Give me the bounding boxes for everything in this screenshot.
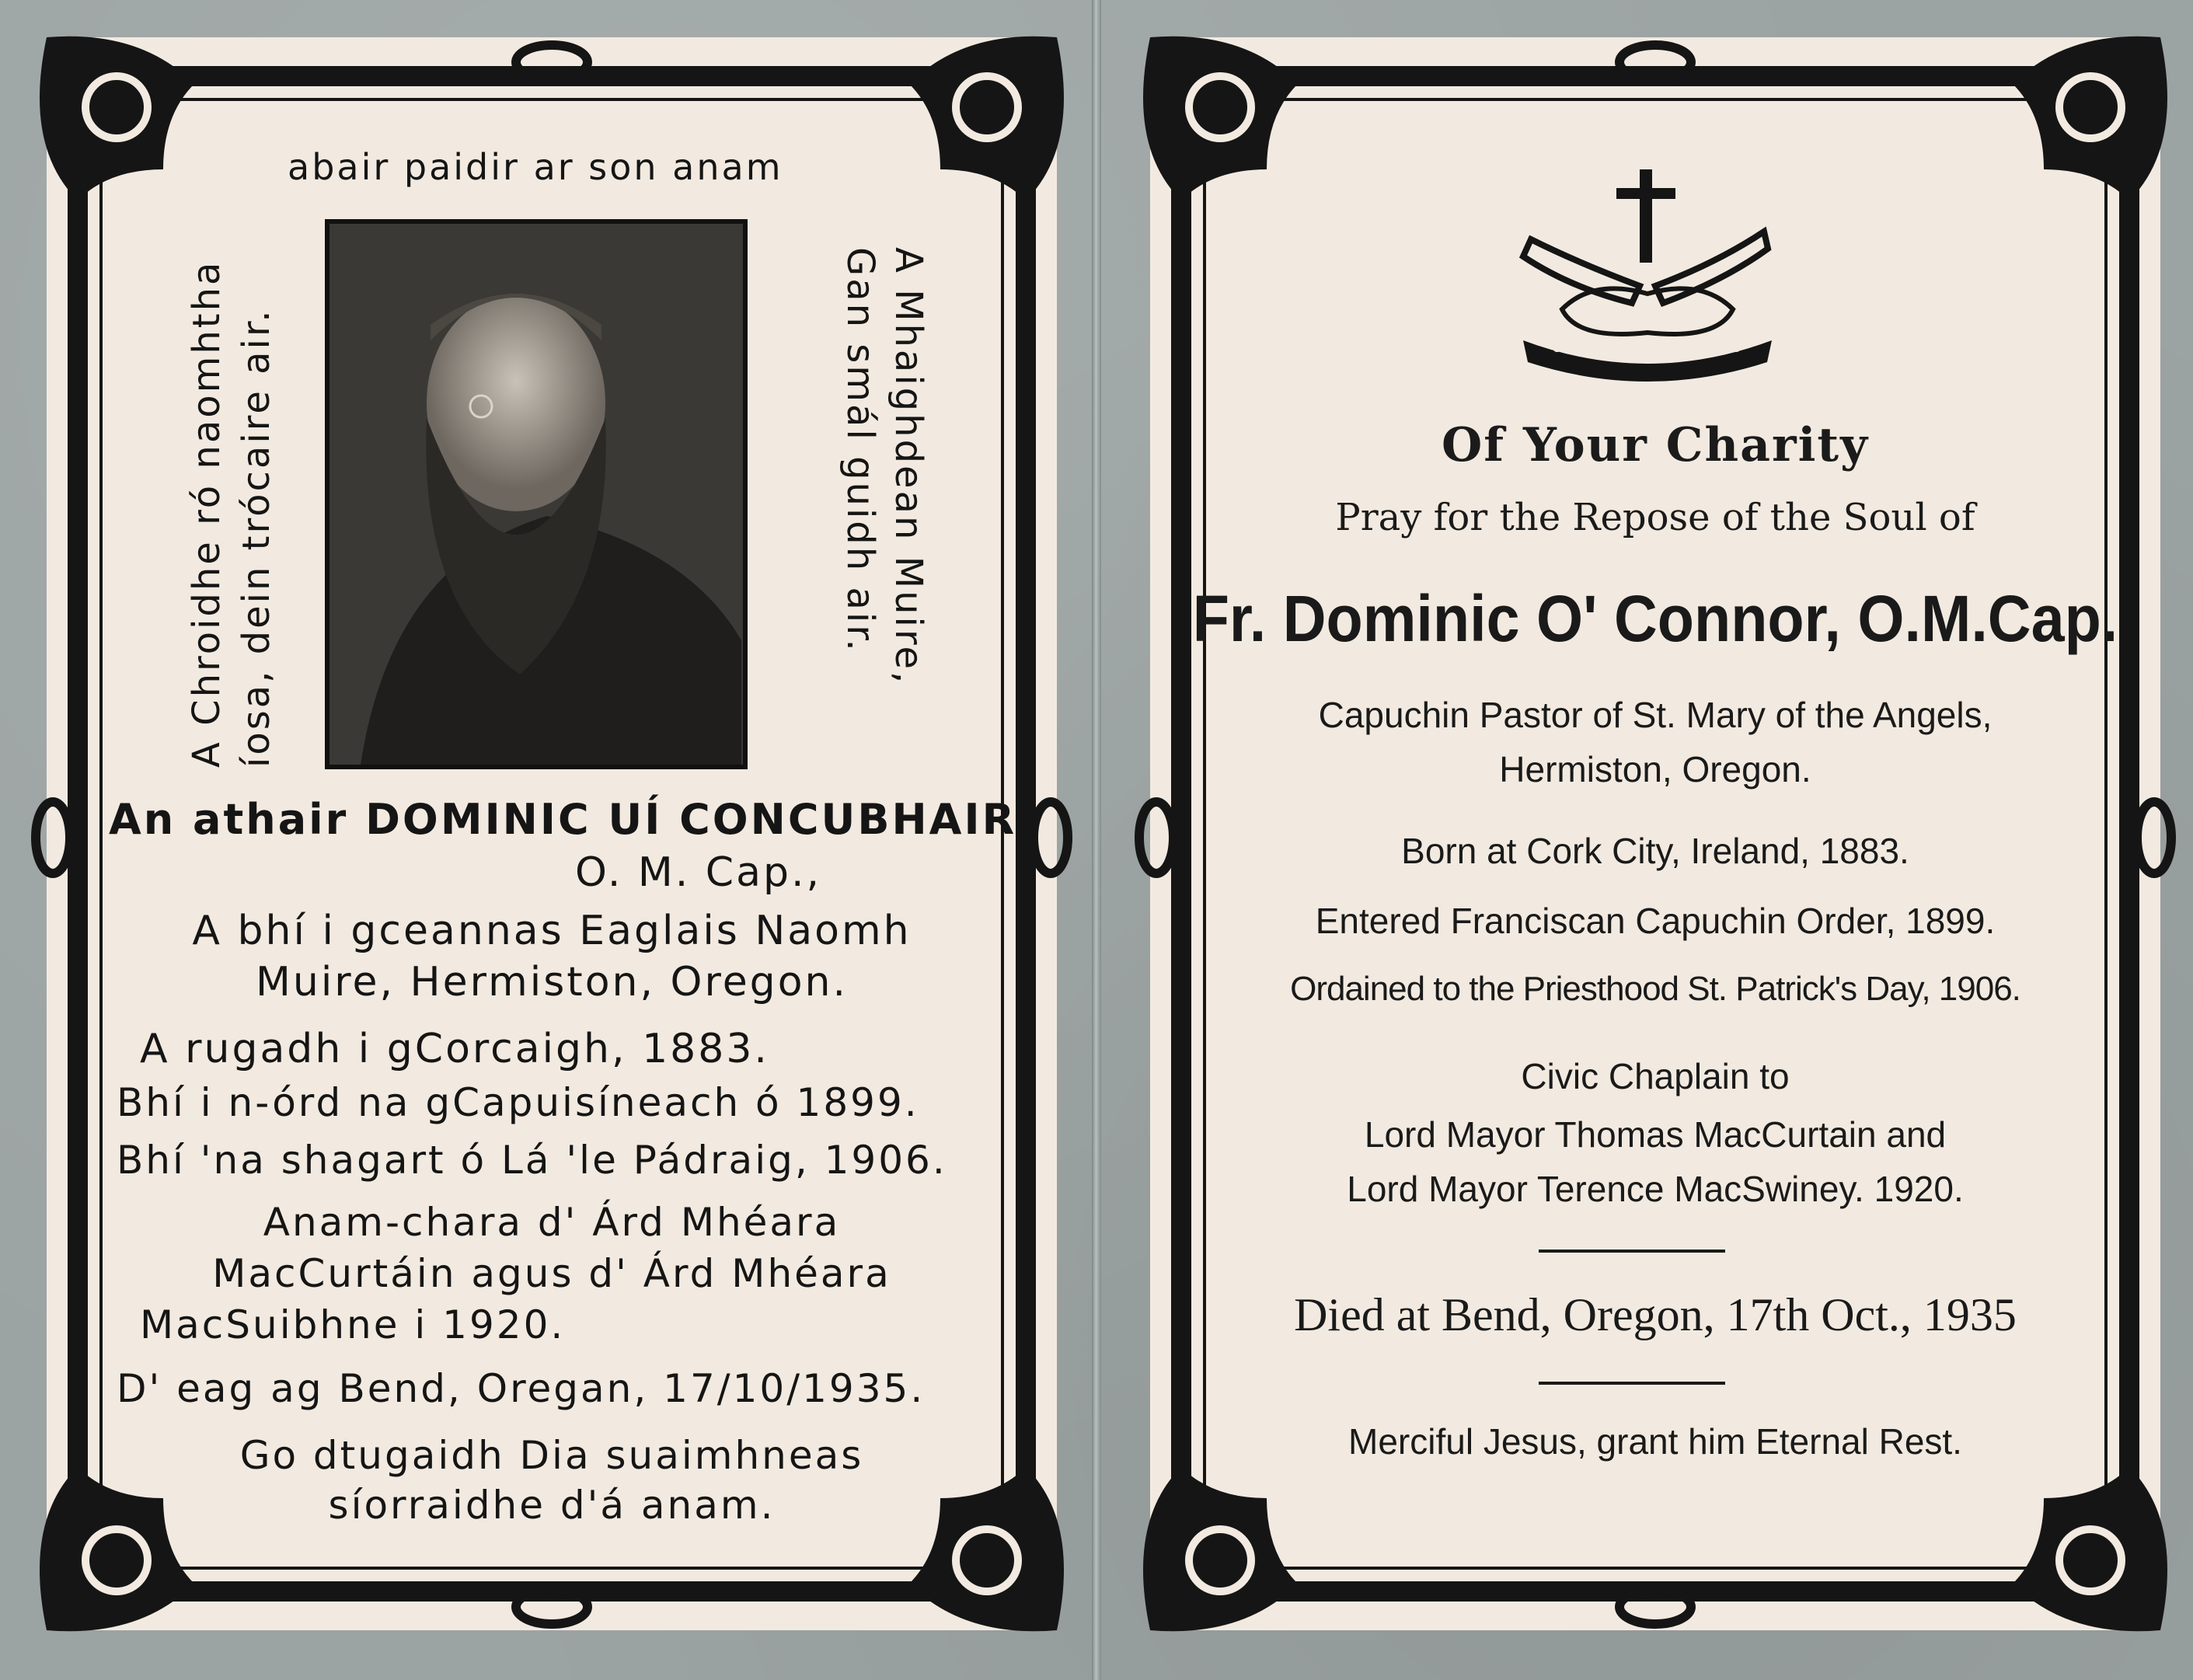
deceased-name: Fr. Dominic O' Connor, O.M.Cap. [1192,582,2118,655]
irish-line-2: Muire, Hermiston, Oregon. [256,959,848,1006]
entered-order-line: Entered Franciscan Capuchin Order, 1899. [1315,901,1996,941]
irish-line-1: A bhí i gceannas Eaglais Naomh [192,908,912,954]
irish-line-6: Anam-chara d' Árd Mhéara [263,1200,841,1245]
irish-line-8: MacSuibhne i 1920. [140,1302,566,1347]
irish-line-11: síorraidhe d'á anam. [328,1483,776,1528]
vertical-left-line-2: íosa, dein trócaire air. [235,308,278,768]
divider-1 [1539,1250,1725,1253]
divider-2 [1539,1382,1725,1385]
pray-line: Pray for the Repose of the Soul of [1335,496,1975,539]
vertical-left-line-1: A Chroidhe ró naomhtha [185,260,228,768]
chaplain-line-2: Lord Mayor Thomas MacCurtain and [1364,1114,1947,1155]
pastor-line-2: Hermiston, Oregon. [1499,749,1811,789]
died-line: Died at Bend, Oregon, 17th Oct., 1935 [1294,1289,2017,1340]
heading-of-your-charity: Of Your Charity [1442,418,1869,472]
priest-portrait-photo [325,219,748,769]
chaplain-line-1: Civic Chaplain to [1521,1056,1790,1096]
portrait-silhouette [329,224,743,765]
card-fold [1092,0,1101,1680]
chaplain-line-3: Lord Mayor Terence MacSwiney. 1920. [1347,1169,1964,1209]
vertical-right-line-2: Gan smál guidh air. [838,247,882,654]
irish-line-4: Bhí i n-órd na gCapuisíneach ó 1899. [117,1080,919,1125]
right-memorial-card [1135,22,2176,1646]
closing-prayer: Merciful Jesus, grant him Eternal Rest. [1348,1421,1962,1462]
born-line: Born at Cork City, Ireland, 1883. [1401,831,1909,871]
pastor-line-1: Capuchin Pastor of St. Mary of the Angels, [1318,695,1993,735]
order-line-irish: O. M. Cap., [575,849,822,896]
prayer-top-line: abair paidir ar son anam [288,146,783,188]
vertical-right-line-1: A Mhaighdean Muire, [887,247,930,686]
irish-line-5: Bhí 'na shagart ó Lá 'le Pádraig, 1906. [117,1138,947,1183]
irish-line-3: A rugadh i gCorcaigh, 1883. [140,1026,769,1072]
vertical-prayer-left [179,224,295,783]
irish-line-7: MacCurtáin agus d' Árd Mhéara [212,1251,891,1296]
deceased-name-irish: An athair DOMINIC UÍ CONCUBHAIR [109,795,1017,844]
irish-line-9: D' eag ag Bend, Oregan, 17/10/1935. [117,1366,926,1411]
ordained-line: Ordained to the Priesthood St. Patrick's Day, 1906. [1290,970,2020,1008]
irish-line-10: Go dtugaidh Dia suaimhneas [239,1433,864,1478]
crest-motto: OMNIA VINCIT CARITAS [1552,340,1743,355]
franciscan-crest-icon [1515,162,1780,395]
left-memorial-card [31,22,1072,1646]
